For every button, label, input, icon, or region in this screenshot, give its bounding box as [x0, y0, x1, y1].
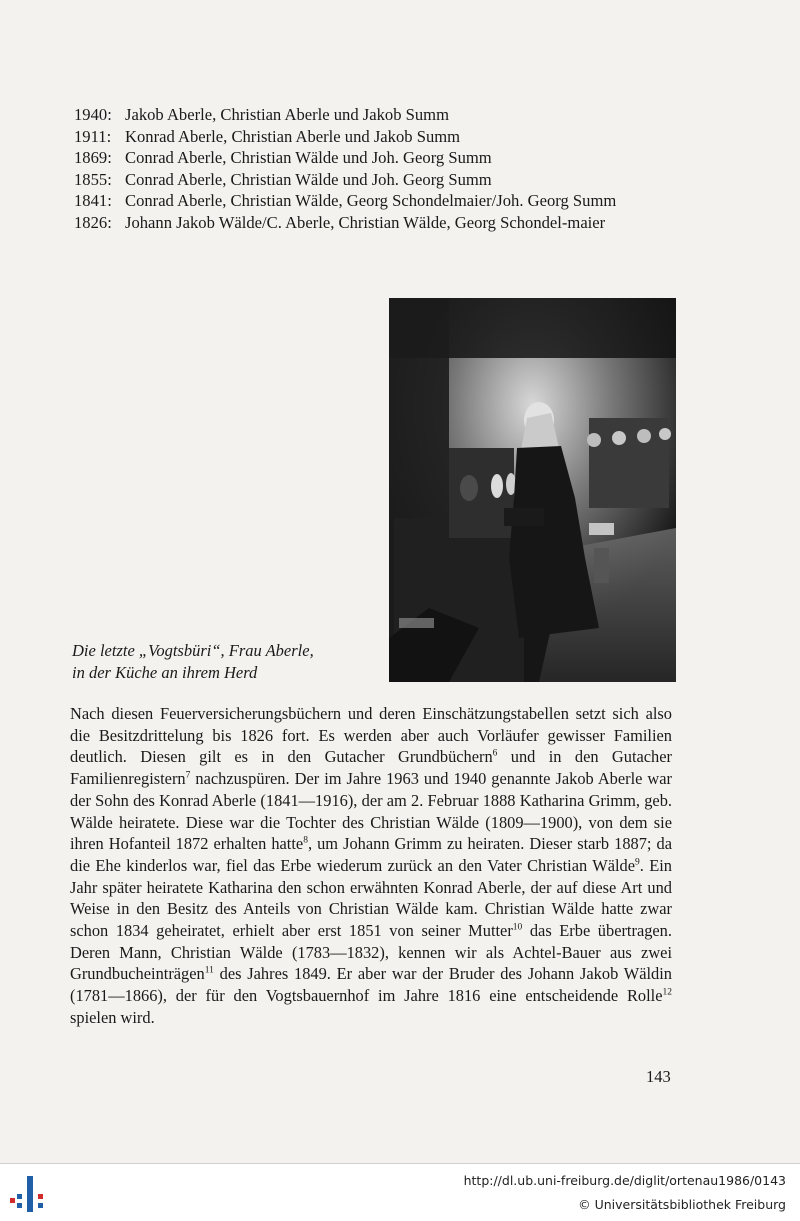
body-text-segment: das Erbe übertragen. Deren Mann, Christian Wälde (1783—1832), kennen wir als Achtel-Bauer aus zwei Grundbucheinträgen: [70, 921, 672, 984]
owner-row: [74, 190, 684, 212]
footnote-ref: 12: [662, 987, 672, 998]
owner-names: Johann Jakob Wälde/C. Aberle, Christian Wälde, Georg Schondel-maier: [125, 212, 606, 232]
kitchen-photo-illustration: [389, 298, 676, 682]
owner-names: Konrad Aberle, Christian Aberle und Jakob Summ: [125, 126, 461, 146]
body-paragraph: [70, 703, 672, 1029]
body-text-segment: Nach diesen Feuerversicherungsbüchern und deren Einschätzungstabellen setzt sich also die Besitzdrittelung bis 1826 fort. Es werden aber auch Vorläufer gewisser Familien deutlich. Diesen gilt es in den Gutacher Grundbüchern: [70, 704, 672, 767]
kitchen-photo: [389, 298, 676, 682]
footnote-ref: 10: [512, 922, 523, 933]
owner-year: 1869:: [74, 148, 112, 167]
owner-names: Conrad Aberle, Christian Wälde und Joh. Georg Summ: [125, 169, 492, 189]
owner-row: [74, 169, 684, 191]
owner-row: [74, 126, 684, 148]
owner-year: 1841:: [74, 191, 112, 210]
body-text-segment: nachzuspüren. Der im Jahre 1963 und 1940 genannte Jakob Aberle war der Sohn des Konrad Aberle (1841—1916), der am 2. Februar 1888 Katharina Grimm, geb. Wälde heiratete. Diese war die Tochter des Christian Wälde (1809—1900), von dem sie ihren Hofanteil 1872 erhalten hatte: [70, 769, 672, 854]
owner-names: Conrad Aberle, Christian Wälde und Joh. Georg Summ: [125, 148, 492, 167]
body-text-segment: spielen wird.: [70, 1007, 155, 1027]
body-text-segment: und in den Gutacher Familienregistern: [70, 747, 672, 789]
body-text-segment: des Jahres 1849. Er aber war der Bruder des Johann Jakob Wäldin (1781—1866), der für den Vogtsbauernhof im Jahre 1816 eine entscheidende Rolle: [70, 964, 672, 1006]
owner-list: [74, 104, 684, 233]
footnote-ref: 11: [204, 965, 214, 976]
body-text-segment: , um Johann Grimm zu heiraten. Dieser starb 1887; da die Ehe kinderlos war, fiel das Erbe wiederum zurück an den Vater Christian Wälde: [70, 834, 672, 875]
footnote-ref: 6: [492, 748, 498, 759]
copyright-notice: © Universitätsbibliothek Freiburg: [578, 1197, 786, 1212]
library-logo-icon: [8, 1172, 52, 1216]
owner-row: [74, 147, 684, 169]
owner-year: 1940:: [74, 105, 112, 124]
caption-line: Die letzte „Vogtsbüri“, Frau Aberle,: [72, 641, 314, 660]
owner-year: 1911:: [74, 126, 112, 146]
footnote-ref: 8: [303, 835, 308, 846]
owner-year: 1855:: [74, 169, 112, 189]
owner-names: Jakob Aberle, Christian Aberle und Jakob Summ: [125, 105, 449, 124]
owner-row: [74, 104, 684, 126]
document-url-link[interactable]: http://dl.ub.uni-freiburg.de/diglit/ortenau1986/0143: [463, 1173, 786, 1188]
footnote-ref: 7: [185, 770, 191, 781]
caption-line: in der Küche an ihrem Herd: [72, 663, 258, 682]
footnote-ref: 9: [635, 857, 640, 868]
photo-caption: [72, 640, 382, 684]
viewer-footer: [0, 1163, 800, 1221]
page-number: 143: [646, 1067, 671, 1086]
body-text-segment: . Ein Jahr später heiratete Katharina den schon erwähnten Konrad Aberle, der auf diese Art und Weise in den Besitz des Anteils von Christian Wälde kam. Christian Wälde hatte zwar schon 1834 geheiratet, erhielt aber erst 1851 von seiner Mutter: [70, 855, 672, 941]
owner-year: 1826:: [74, 212, 112, 232]
owner-names: Conrad Aberle, Christian Wälde, Georg Schondelmaier/Joh. Georg Summ: [125, 191, 617, 210]
owner-row: [74, 212, 684, 234]
